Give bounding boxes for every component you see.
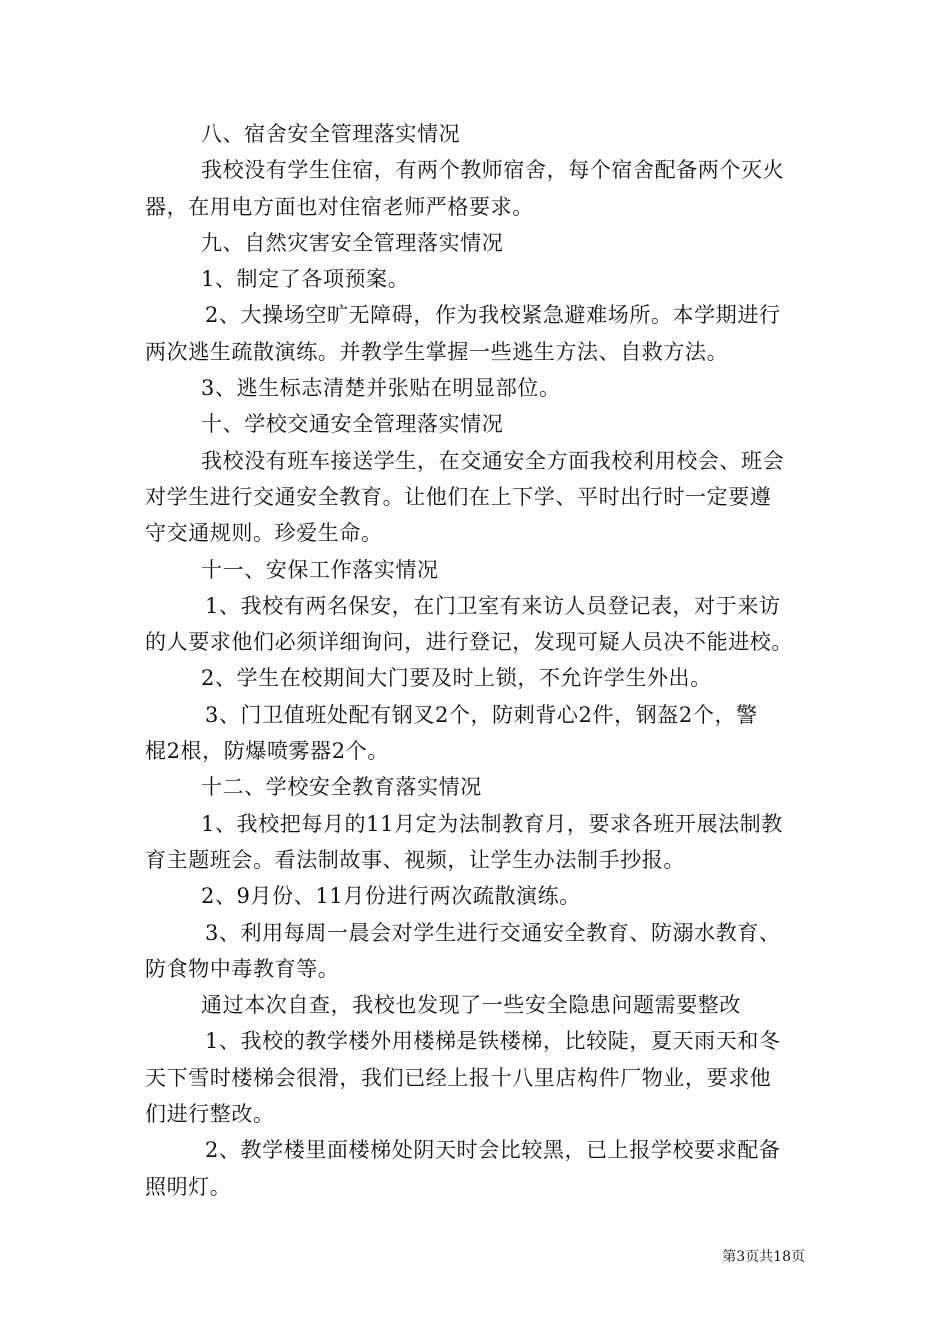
list-item: 2、学生在校期间大门要及时上锁，不允许学生外出。 bbox=[201, 666, 712, 691]
list-item: 1、我校有两名保安，在门卫室有来访人员登记表，对于来访 bbox=[205, 593, 781, 618]
paragraph-line: 天下雪时楼梯会很滑，我们已经上报十八里店构件厂物业，要求他 bbox=[145, 1065, 772, 1090]
paragraph-line: 我校没有学生住宿，有两个教师宿舍，每个宿舍配备两个灭火 bbox=[201, 158, 785, 183]
list-item: 1、我校把每月的11月定为法制教育月，要求各班开展法制教 bbox=[201, 811, 783, 836]
section-heading-dormitory: 八、宿舍安全管理落实情况 bbox=[201, 122, 461, 146]
section-heading-natural-disaster: 九、自然灾害安全管理落实情况 bbox=[201, 230, 504, 255]
section-heading-safety-education: 十二、学校安全教育落实情况 bbox=[201, 775, 482, 800]
paragraph-line: 棍2根，防爆喷雾器2个。 bbox=[145, 739, 389, 764]
list-item: 2、9月份、11月份进行两次疏散演练。 bbox=[201, 884, 581, 909]
paragraph-line: 我校没有班车接送学生，在交通安全方面我校利用校会、班会 bbox=[201, 448, 785, 473]
document-body bbox=[145, 116, 810, 1205]
list-item: 3、门卫值班处配有钢叉2个，防刺背心2件，钢盔2个，警 bbox=[205, 702, 758, 727]
paragraph-line: 守交通规则。珍爱生命。 bbox=[145, 521, 383, 546]
paragraph-line: 照明灯。 bbox=[145, 1174, 232, 1199]
paragraph-line: 防食物中毒教育等。 bbox=[145, 956, 340, 981]
paragraph-line: 对学生进行交通安全教育。让他们在上下学、平时出行时一定要遵 bbox=[145, 484, 772, 509]
paragraph-line: 两次逃生疏散演练。并教学生掌握一些逃生方法、自救方法。 bbox=[145, 339, 729, 364]
list-item: 1、我校的教学楼外用楼梯是铁楼梯，比较陡，夏天雨天和冬 bbox=[205, 1029, 781, 1054]
list-item: 3、利用每周一晨会对学生进行交通安全教育、防溺水教育、 bbox=[205, 920, 781, 945]
list-item: 1、制定了各项预案。 bbox=[201, 267, 410, 292]
list-item: 2、教学楼里面楼梯处阴天时会比较黑，已上报学校要求配备 bbox=[205, 1138, 781, 1163]
paragraph-line: 的人要求他们必须详细询问，进行登记，发现可疑人员决不能进校。 bbox=[145, 630, 793, 655]
section-heading-traffic: 十、学校交通安全管理落实情况 bbox=[201, 412, 504, 437]
page-number: 第3页共18页 bbox=[722, 1249, 805, 1265]
list-item: 3、逃生标志清楚并张贴在明显部位。 bbox=[201, 376, 561, 401]
paragraph-line: 们进行整改。 bbox=[145, 1102, 275, 1127]
paragraph-line: 器，在用电方面也对住宿老师严格要求。 bbox=[145, 194, 534, 219]
list-item: 2、大操场空旷无障碍，作为我校紧急避难场所。本学期进行 bbox=[205, 303, 781, 328]
paragraph-line: 育主题班会。看法制故事、视频，让学生办法制手抄报。 bbox=[145, 847, 685, 872]
section-heading-security: 十一、安保工作落实情况 bbox=[201, 557, 439, 582]
paragraph-line: 通过本次自查，我校也发现了一些安全隐患问题需要整改 bbox=[201, 993, 741, 1018]
